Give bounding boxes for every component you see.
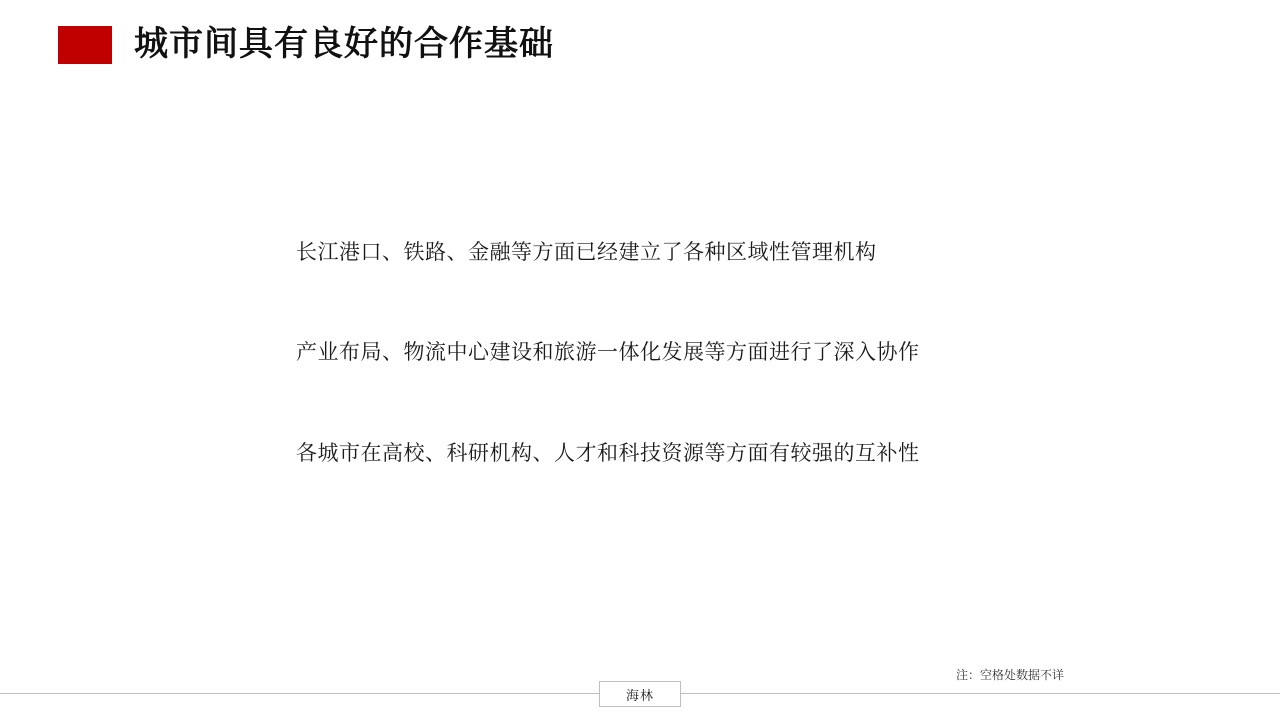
title-marker-square (58, 26, 112, 64)
body-line-3: 各城市在高校、科研机构、人才和科技资源等方面有较强的互补性 (296, 441, 920, 465)
body-text-block (296, 238, 1056, 468)
body-line-2: 产业布局、物流中心建设和旅游一体化发展等方面进行了深入协作 (296, 341, 920, 365)
footer-badge (599, 681, 681, 707)
footer-divider-left (0, 693, 600, 694)
slide-title-row (58, 26, 554, 64)
body-line-1: 长江港口、铁路、金融等方面已经建立了各种区域性管理机构 (296, 241, 877, 264)
footer-divider-right (681, 693, 1280, 694)
page-title: 城市间具有良好的合作基础 (134, 25, 554, 64)
footnote-text: 注：空格处数据不详 (955, 668, 1064, 682)
footer-badge-label: 海林 (625, 687, 654, 703)
